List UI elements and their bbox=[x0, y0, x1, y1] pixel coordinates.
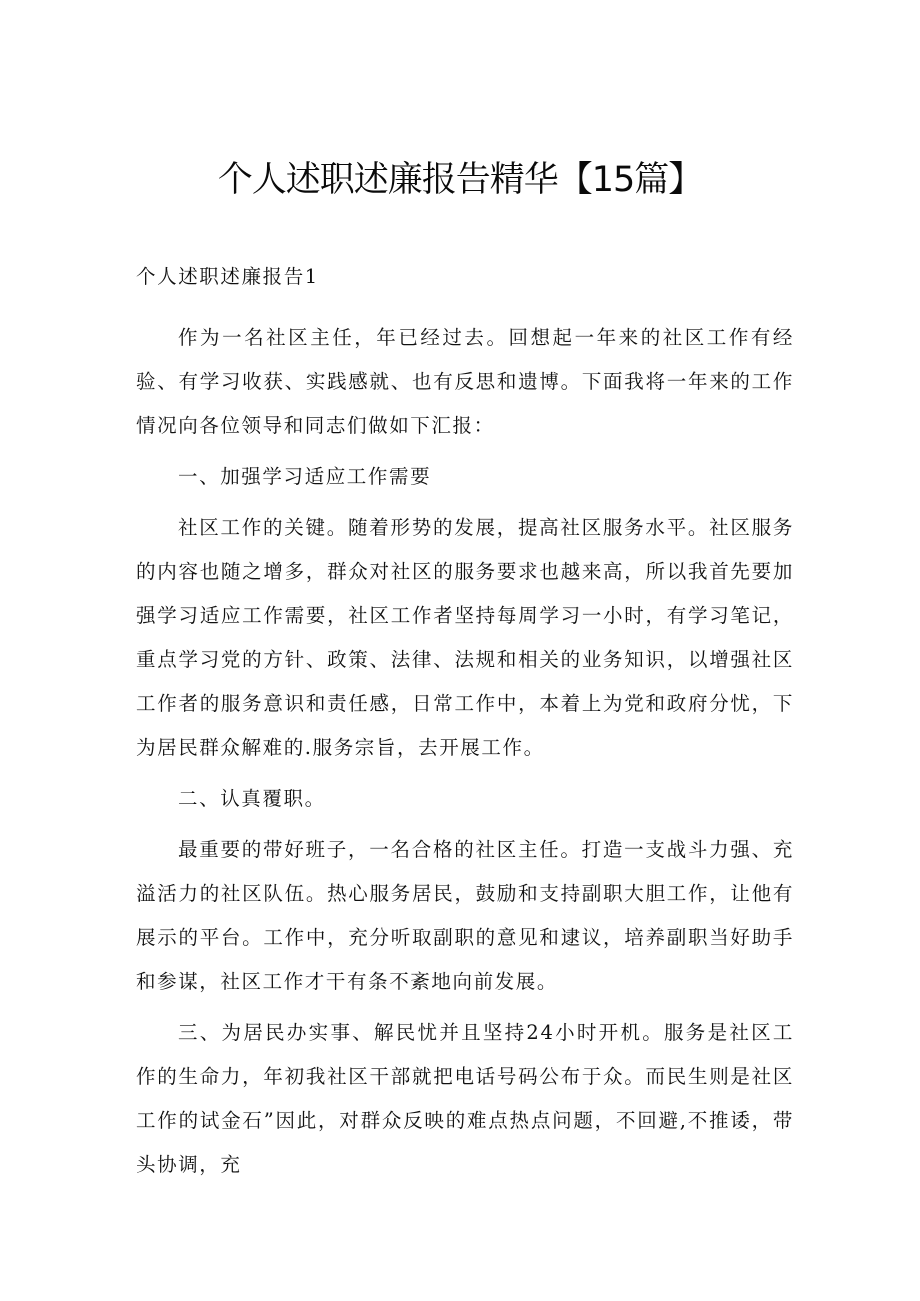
section-heading-2: 二、认真覆职。 bbox=[178, 787, 326, 810]
paragraph-team: 最重要的带好班子，一名合格的社区主任。打造一支战斗力强、充溢活力的社区队伍。热心服务居民，鼓励和支持副职大胆工作，让他有展示的平台。工作中，充分听取副职的意见和逮议，培养副职当好助手和参谋，社区工作才干有条不紊地向前发展。 bbox=[136, 838, 794, 993]
document-body bbox=[136, 262, 794, 1187]
section-heading-1: 一、加强学习适应工作需要 bbox=[178, 465, 432, 488]
document-title: 个人述职述廉报告精华【15篇】 bbox=[217, 160, 703, 200]
paragraph-study: 社区工作的关键。随着形势的发展，提高社区服务水平。社区服务的内容也随之增多，群众对社区的服务要求也越来高，所以我首先要加强学习适应工作需要，社区工作者坚持每周学习一小时，有学习笔记，重点学习党的方针、政策、法律、法规和相关的业务知识，以增强社区工作者的服务意识和责任感，日常工作中，本着上为党和政府分忧，下为居民群众解难的.服务宗旨，去开展工作。 bbox=[136, 516, 794, 759]
paragraph-intro: 作为一名社区主任，年已经过去。回想起一年来的社区工作有经验、有学习收获、实践感就、也有反思和遗博。下面我将一年来的工作情况向各位领导和同志们做如下汇报： bbox=[136, 326, 794, 437]
paragraph-service: 三、为居民办实事、解民忧并且坚持24小时开机。服务是社区工作的生命力，年初我社区干部就把电话号码公布于众。而民生则是社区工作的试金石”因此，对群众反映的难点热点问题，不回避,不推诿，带头协调，充 bbox=[136, 1021, 794, 1176]
section-title: 个人述职述廉报告1 bbox=[136, 265, 319, 288]
